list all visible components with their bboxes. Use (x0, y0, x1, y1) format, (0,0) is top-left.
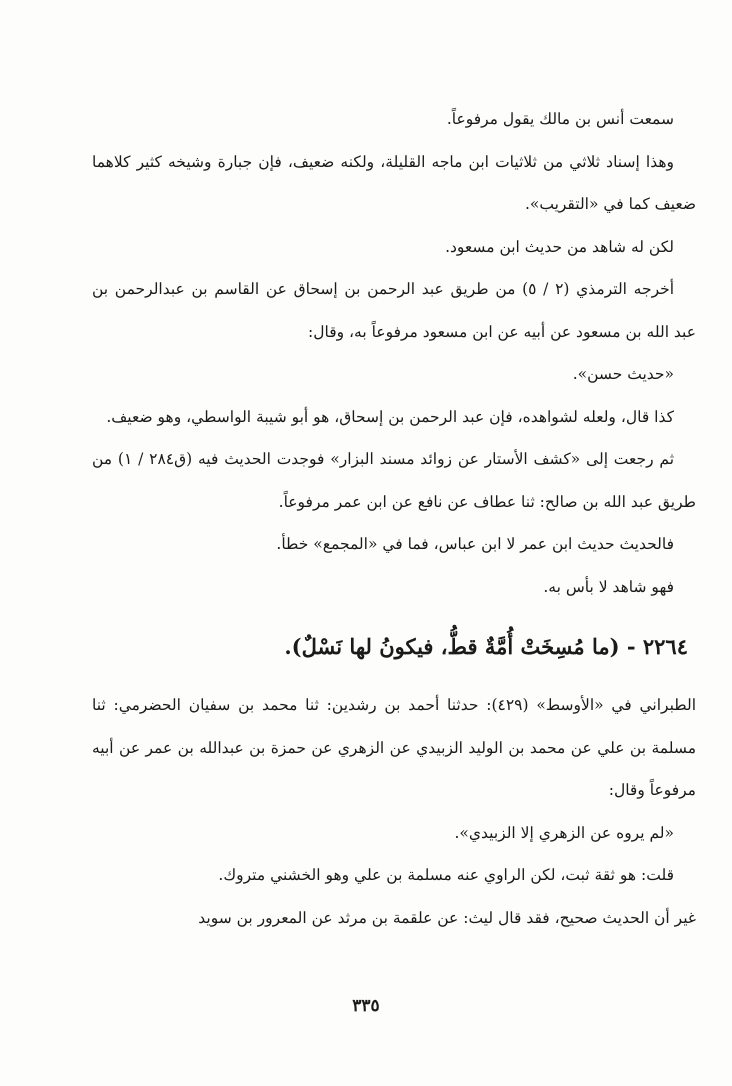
page-body (92, 98, 696, 939)
paragraph: «لم يروه عن الزهري إلا الزبيدي». (454, 823, 674, 842)
paragraph: قلت: هو ثقة ثبت، لكن الراوي عنه مسلمة بن علي وهو الخشني متروك. (218, 866, 674, 884)
paragraph: فهو شاهد لا بأس به. (543, 577, 674, 596)
paragraph: غير أن الحديث صحيح، فقد قال ليث: عن علقمة بن مرثد عن المعرور بن سويد (198, 908, 696, 927)
paragraph: فالحديث حديث ابن عمر لا ابن عباس، فما في «المجمع» خطأ. (276, 535, 674, 553)
hadith-heading: ٢٢٦٤ - (ما مُسِخَتْ أُمَّةٌ قطُّ، فيكونُ لها نَسْلٌ). (284, 634, 688, 659)
paragraph: أخرجه الترمذي (٢ / ٥) من طريق عبد الرحمن بن إسحاق عن القاسم بن عبدالرحمن بن عبد الله بن مسعود عن أبيه عن ابن مسعود مرفوعاً به، وقال: (92, 280, 696, 341)
paragraph: وهذا إسناد ثلاثي من ثلاثيات ابن ماجه القليلة، ولكنه ضعيف، فإن جبارة وشيخه كثير كلاهما ضعيف كما في «التقريب». (92, 152, 696, 213)
paragraph: لكن له شاهد من حديث ابن مسعود. (445, 237, 674, 256)
paragraph: «حديث حسن». (572, 365, 674, 383)
page-number: ٣٣٥ (352, 996, 380, 1016)
paragraph: ثم رجعت إلى «كشف الأستار عن زوائد مسند البزار» فوجدت الحديث فيه (ق٢٨٤ / ١) من طريق عبد الله بن صالح: ثنا عطاف عن نافع عن ابن عمر مرفوعاً. (92, 450, 696, 511)
paragraph: الطبراني في «الأوسط» (٤٢٩): حدثنا أحمد بن رشدين: ثنا محمد بن سفيان الحضرمي: ثنا مسلمة بن علي عن محمد بن الوليد الزبيدي عن الزهري عن حمزة بن عبدالله بن عمر عن أبيه مرفوعاً وقال: (92, 696, 697, 799)
paragraph: سمعت أنس بن مالك يقول مرفوعاً. (446, 110, 674, 128)
paragraph: كذا قال، ولعله لشواهده، فإن عبد الرحمن بن إسحاق، هو أبو شيبة الواسطي، وهو ضعيف. (106, 407, 674, 426)
